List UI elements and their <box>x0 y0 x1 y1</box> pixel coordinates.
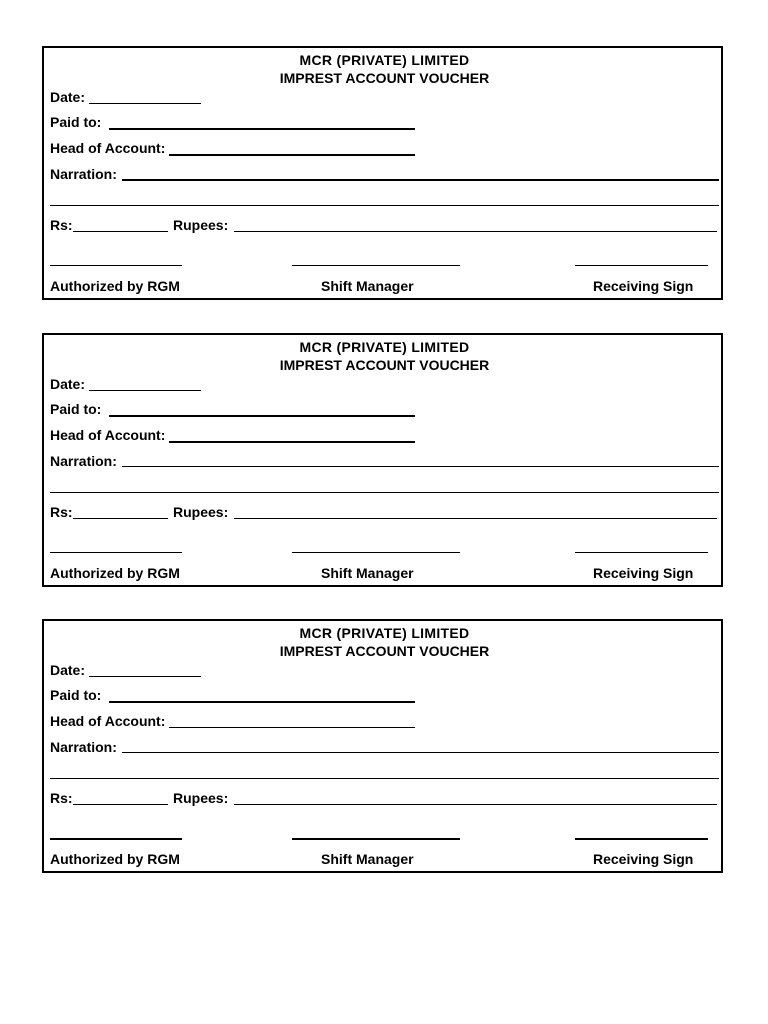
rupees-label: Rupees: <box>173 217 229 233</box>
rs-field-line[interactable] <box>73 518 168 519</box>
head-of-account-label: Head of Account: <box>50 427 166 443</box>
narration-label: Narration: <box>50 166 117 182</box>
voucher-3 <box>42 619 723 873</box>
authorized-by-label: Authorized by RGM <box>50 278 180 294</box>
receiving-sign-label: Receiving Sign <box>593 565 694 581</box>
company-name: MCR (PRIVATE) LIMITED <box>299 52 470 68</box>
receiving-signature-line[interactable] <box>575 265 708 266</box>
rs-field-line[interactable] <box>73 231 168 232</box>
voucher-title: IMPREST ACCOUNT VOUCHER <box>279 70 490 86</box>
paid-to-field-line[interactable] <box>109 128 415 130</box>
date-label: Date: <box>50 89 86 105</box>
voucher-2 <box>42 333 723 587</box>
rupees-field-line[interactable] <box>234 518 717 519</box>
head-of-account-field-line[interactable] <box>169 727 415 728</box>
date-field-line[interactable] <box>89 390 201 391</box>
company-name: MCR (PRIVATE) LIMITED <box>299 625 470 641</box>
rs-field-line[interactable] <box>73 804 168 805</box>
shift-manager-signature-line[interactable] <box>292 838 460 840</box>
paid-to-label: Paid to: <box>50 114 102 130</box>
authorized-signature-line[interactable] <box>50 265 182 266</box>
narration-field-line[interactable] <box>122 752 719 753</box>
rupees-field-line[interactable] <box>234 804 717 805</box>
narration-second-line[interactable] <box>50 778 719 779</box>
authorized-by-label: Authorized by RGM <box>50 851 180 867</box>
narration-label: Narration: <box>50 453 117 469</box>
authorized-by-label: Authorized by RGM <box>50 565 180 581</box>
narration-label: Narration: <box>50 739 117 755</box>
receiving-sign-label: Receiving Sign <box>593 278 694 294</box>
shift-manager-label: Shift Manager <box>321 851 414 867</box>
shift-manager-label: Shift Manager <box>321 278 414 294</box>
paid-to-label: Paid to: <box>50 401 102 417</box>
voucher-title: IMPREST ACCOUNT VOUCHER <box>279 643 490 659</box>
head-of-account-label: Head of Account: <box>50 140 166 156</box>
rs-label: Rs: <box>50 504 73 520</box>
narration-field-line[interactable] <box>122 179 719 181</box>
rupees-label: Rupees: <box>173 504 229 520</box>
date-label: Date: <box>50 662 86 678</box>
rupees-field-line[interactable] <box>234 231 717 232</box>
narration-second-line[interactable] <box>50 205 719 206</box>
paid-to-field-line[interactable] <box>109 701 415 703</box>
shift-manager-signature-line[interactable] <box>292 552 460 553</box>
rs-label: Rs: <box>50 790 73 806</box>
rupees-label: Rupees: <box>173 790 229 806</box>
receiving-sign-label: Receiving Sign <box>593 851 694 867</box>
company-name: MCR (PRIVATE) LIMITED <box>299 339 470 355</box>
shift-manager-label: Shift Manager <box>321 565 414 581</box>
paid-to-field-line[interactable] <box>109 415 415 417</box>
authorized-signature-line[interactable] <box>50 838 182 840</box>
paid-to-label: Paid to: <box>50 687 102 703</box>
head-of-account-label: Head of Account: <box>50 713 166 729</box>
voucher-title: IMPREST ACCOUNT VOUCHER <box>279 357 490 373</box>
receiving-signature-line[interactable] <box>575 552 708 553</box>
head-of-account-field-line[interactable] <box>169 441 415 443</box>
authorized-signature-line[interactable] <box>50 552 182 553</box>
head-of-account-field-line[interactable] <box>169 154 415 156</box>
narration-second-line[interactable] <box>50 492 719 493</box>
narration-field-line[interactable] <box>122 466 719 467</box>
rs-label: Rs: <box>50 217 73 233</box>
receiving-signature-line[interactable] <box>575 838 708 840</box>
voucher-1 <box>42 46 723 300</box>
date-field-line[interactable] <box>89 676 201 677</box>
date-field-line[interactable] <box>89 103 201 104</box>
date-label: Date: <box>50 376 86 392</box>
shift-manager-signature-line[interactable] <box>292 265 460 266</box>
